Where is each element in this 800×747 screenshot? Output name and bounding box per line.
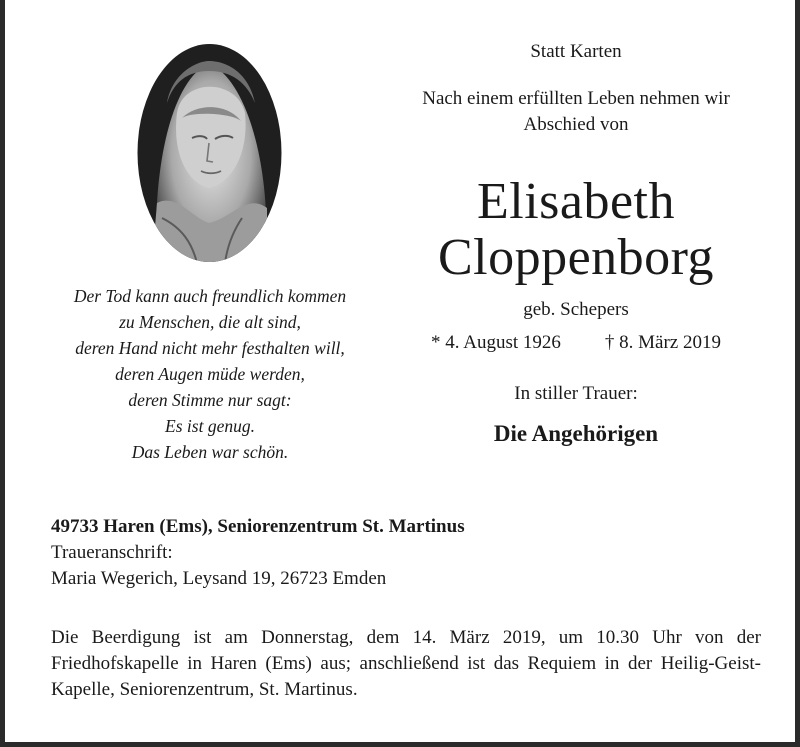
- death-date: † 8. März 2019: [604, 332, 721, 353]
- poem-line: deren Hand nicht mehr festhalten will,: [75, 338, 345, 358]
- mourners-family: Die Angehörigen: [493, 421, 659, 446]
- address-label: Traueranschrift:: [51, 542, 173, 563]
- poem-line: deren Stimme nur sagt:: [128, 390, 292, 410]
- last-name: Cloppenborg: [437, 229, 715, 286]
- life-dates: [385, 330, 767, 356]
- mourning-intro: In stiller Trauer:: [514, 383, 638, 404]
- funeral-notice: Die Beerdigung ist am Donnerstag, dem 14. März 2019, um 10.30 Uhr von der Friedhofskapelle in Haren (Ems) aus; anschließend ist das Requiem in der Heilig-Geist-Kapelle, Seniorenzentrum, St. Martinus.: [51, 627, 761, 700]
- poem-line: Der Tod kann auch freundlich kommen: [73, 286, 347, 306]
- statt-karten: Statt Karten: [530, 41, 622, 62]
- first-name: Elisabeth: [476, 173, 675, 230]
- address-contact: Maria Wegerich, Leysand 19, 26723 Emden: [51, 568, 387, 589]
- address-block: [51, 514, 465, 592]
- deceased-name: [385, 174, 767, 286]
- birth-name: geb. Schepers: [523, 299, 629, 320]
- poem: [45, 283, 375, 465]
- poem-line: deren Augen müde werden,: [115, 364, 305, 384]
- intro-line: Abschied von: [523, 114, 629, 135]
- poem-line: Es ist genug.: [165, 416, 255, 436]
- poem-line: Das Leben war schön.: [131, 442, 289, 462]
- poem-line: zu Menschen, die alt sind,: [119, 312, 301, 332]
- intro-text: [385, 86, 767, 138]
- birth-date: * 4. August 1926: [431, 332, 561, 353]
- madonna-portrait-icon: [137, 43, 282, 263]
- intro-line: Nach einem erfüllten Leben nehmen wir: [422, 88, 730, 109]
- announcement: [385, 38, 767, 449]
- location: 49733 Haren (Ems), Seniorenzentrum St. Martinus: [51, 516, 465, 537]
